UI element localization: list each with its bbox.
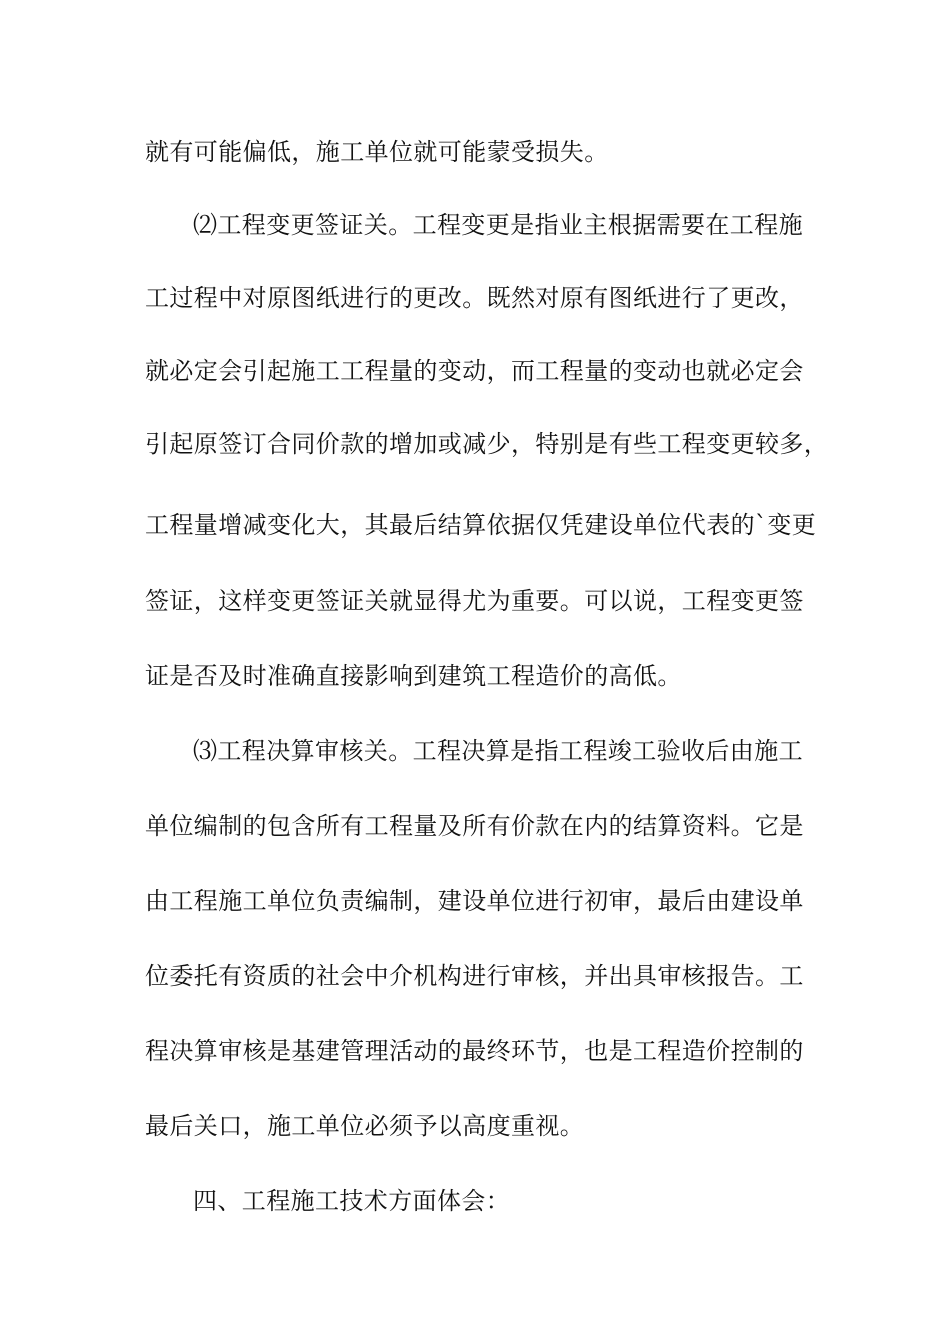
paragraph-line-4: 就必定会引起施工工程量的变动，而工程量的变动也就必定会 [145, 357, 804, 385]
paragraph-line-6: 工程量增减变化大，其最后结算依据仅凭建设单位代表的`变更 [145, 511, 817, 539]
paragraph-line-5: 引起原签订合同价款的增加或减少，特别是有些工程变更较多， [145, 430, 829, 458]
paragraph-line-10: 单位编制的包含所有工程量及所有价款在内的结算资料。它是 [145, 812, 804, 840]
paragraph-line-14: 最后关口，施工单位必须予以高度重视。 [145, 1112, 585, 1140]
paragraph-line-13: 程决算审核是基建管理活动的最终环节，也是工程造价控制的 [145, 1037, 804, 1065]
section-heading: 四、工程施工技术方面体会： [193, 1187, 511, 1215]
paragraph-line-7: 签证，这样变更签证关就显得尤为重要。可以说，工程变更签 [145, 587, 804, 615]
paragraph-line-11: 由工程施工单位负责编制，建设单位进行初审，最后由建设单 [145, 887, 804, 915]
paragraph-line-3: 工过程中对原图纸进行的更改。既然对原有图纸进行了更改， [145, 284, 804, 312]
paragraph-line-2: ⑵工程变更签证关。工程变更是指业主根据需要在工程施 [193, 211, 803, 239]
paragraph-line-9: ⑶工程决算审核关。工程决算是指工程竣工验收后由施工 [193, 737, 803, 765]
paragraph-line-1: 就有可能偏低，施工单位就可能蒙受损失。 [145, 138, 609, 166]
paragraph-line-8: 证是否及时准确直接影响到建筑工程造价的高低。 [145, 662, 682, 690]
paragraph-line-12: 位委托有资质的社会中介机构进行审核，并出具审核报告。工 [145, 962, 804, 990]
